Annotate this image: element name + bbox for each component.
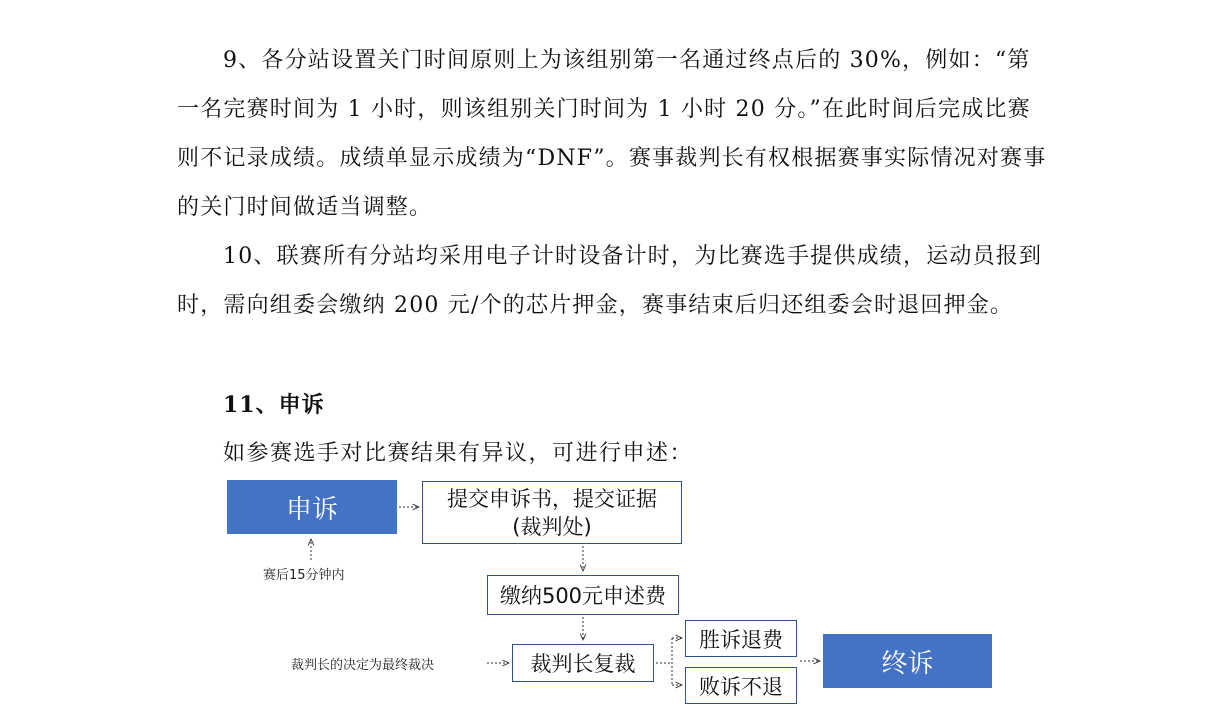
flow-box-appeal [227,480,397,534]
paragraph-closing-time: 9、各分站设置关门时间原则上为该组别第一名通过终点后的 30%，例如：“第一名完赛时间为 1 小时，则该组别关门时间为 1 小时 20 分。”在此时间后完成比赛则不记录成绩。成绩单显示成绩为“DNF”。赛事裁判长有权根据赛事实际情况对赛事的关门时间做适当调整。 [177,48,1047,220]
flow-note-time-limit: 赛后15分钟内 [263,568,345,583]
flow-submit-line1: 提交申诉书，提交证据 [447,486,657,511]
flow-fee-label: 缴纳500元申述费 [499,584,667,608]
section-heading-appeal: 11、申诉 [223,392,325,418]
flow-box-submit [422,481,682,544]
flow-box-lose [685,667,797,704]
flow-note-final-decision: 裁判长的决定为最终裁决 [291,658,435,673]
flow-submit-line2: (裁判处) [512,514,592,539]
flow-lose-label: 败诉不退 [699,674,783,699]
flow-review-label: 裁判长复裁 [530,652,636,676]
flow-box-win [685,620,797,657]
flow-final-label: 终诉 [881,648,934,679]
paragraph-timing-deposit: 10、联赛所有分站均采用电子计时设备计时，为比赛选手提供成绩，运动员报到时，需向组委会缴纳 200 元/个的芯片押金，赛事结束后归还组委会时退回押金。 [177,244,1043,318]
flow-appeal-label: 申诉 [285,494,338,525]
flow-box-review [512,644,654,682]
flow-box-final [823,634,992,688]
appeal-intro: 如参赛选手对比赛结果有异议，可进行申述： [223,441,694,466]
flow-win-label: 胜诉退费 [699,627,783,652]
flow-box-fee [487,575,679,615]
